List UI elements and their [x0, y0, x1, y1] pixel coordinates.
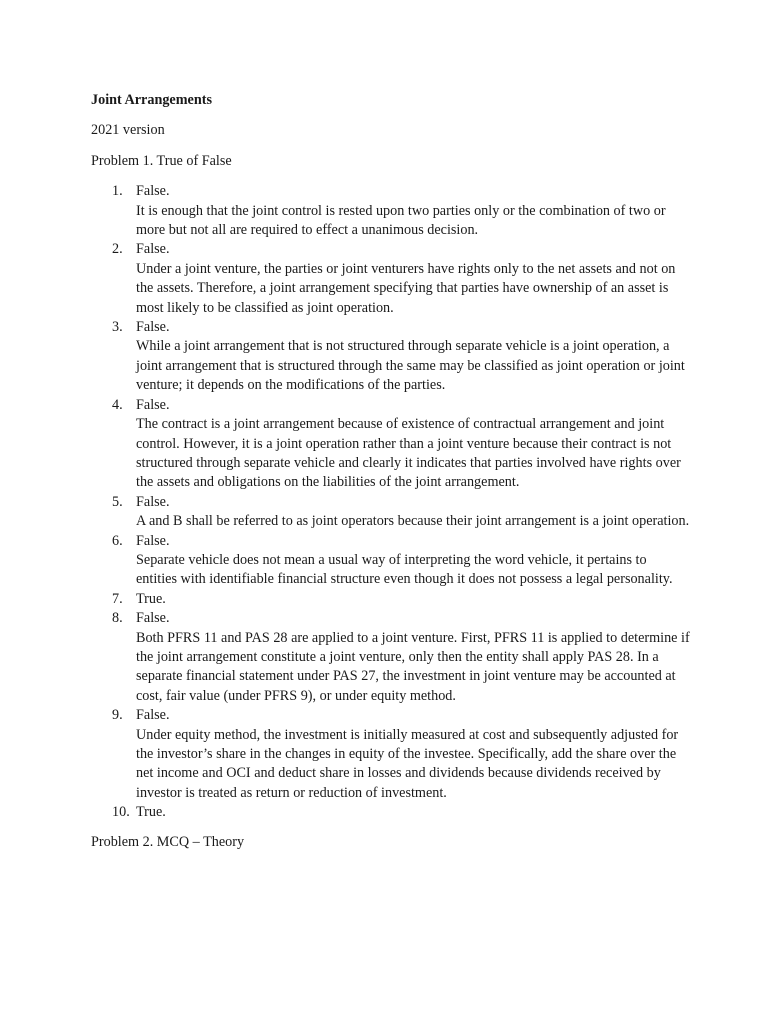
problem-1-heading: Problem 1. True of False [91, 152, 232, 169]
list-item [91, 493, 691, 532]
list-item [91, 706, 691, 803]
item-explanation: Under a joint venture, the parties or joint venturers have rights only to the net assets and not on the assets. Therefore, a joint arrangement specifying that parties have ownership of an asset is most likely to be classified as joint operation. [136, 260, 676, 316]
answer-list [91, 182, 691, 822]
list-item [91, 318, 691, 396]
problem-2-heading: Problem 2. MCQ – Theory [91, 833, 245, 850]
item-number: 5. [112, 493, 123, 510]
item-verdict: False. [136, 493, 170, 510]
item-number: 3. [112, 319, 123, 336]
item-verdict: True. [136, 590, 166, 607]
list-item [91, 609, 691, 706]
item-number: 7. [112, 590, 123, 607]
item-explanation: Both PFRS 11 and PAS 28 are applied to a joint venture. First, PFRS 11 is applied to determine if the joint arrangement constitute a joint venture, only then the entity shall apply PAS 28. In a separate financial statement under PAS 27, the investment in joint venture may be accounted at cost, fair value (under PFRS 9), or under equity method. [136, 629, 690, 704]
item-number: 2. [112, 241, 123, 258]
item-explanation: A and B shall be referred to as joint operators because their joint arrangement is a joint operation. [136, 513, 690, 530]
item-verdict: False. [136, 707, 170, 724]
item-verdict: False. [136, 319, 170, 336]
list-item [91, 532, 691, 590]
item-verdict: False. [136, 396, 170, 413]
item-number: 6. [112, 532, 123, 549]
item-number: 1. [112, 183, 123, 200]
item-number: 10. [112, 804, 130, 821]
item-verdict: False. [136, 610, 170, 627]
item-explanation: Under equity method, the investment is initially measured at cost and subsequently adjusted for the investor’s share in the changes in equity of the investee. Specifically, add the share over the net income and OCI and deduct share in losses and dividends because dividends received by investor is treated as return or reduction of investment. [136, 726, 679, 801]
item-explanation: The contract is a joint arrangement because of existence of contractual arrangement and joint control. However, it is a joint operation rather than a joint venture because their contract is not structured through separate vehicle and clearly it indicates that parties involved have rights over the assets and obligations on the liabilities of the joint arrangement. [136, 416, 681, 491]
item-verdict: False. [136, 532, 170, 549]
item-explanation: Separate vehicle does not mean a usual way of interpreting the word vehicle, it pertains to entities with identifiable financial structure even though it does not possess a legal personality. [136, 551, 673, 588]
list-item [91, 182, 691, 240]
item-explanation: It is enough that the joint control is rested upon two parties only or the combination of two or more but not all are required to effect a unanimous decision. [136, 202, 666, 239]
item-explanation: While a joint arrangement that is not structured through separate vehicle is a joint operation, a joint arrangement that is structured through the same may be classified as joint operation or joint venture; it depends on the modifications of the parties. [136, 338, 685, 394]
version-label: 2021 version [91, 122, 165, 139]
list-item [91, 396, 691, 493]
item-verdict: True. [136, 804, 166, 821]
list-item [91, 590, 691, 609]
document-title: Joint Arrangements [91, 92, 212, 108]
item-verdict: False. [136, 183, 170, 200]
list-item [91, 240, 691, 318]
item-number: 9. [112, 707, 123, 724]
list-item [91, 803, 691, 822]
document-page [91, 91, 691, 863]
item-verdict: False. [136, 241, 170, 258]
item-number: 4. [112, 396, 123, 413]
item-number: 8. [112, 610, 123, 627]
